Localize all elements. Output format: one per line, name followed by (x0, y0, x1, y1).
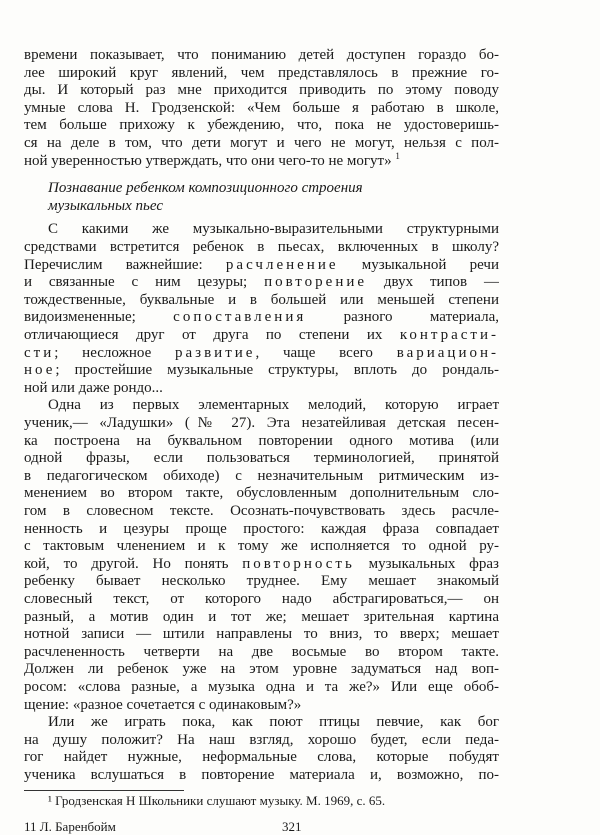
text-line (24, 152, 499, 170)
text-line: тождественные, буквальные и в большей или меньшей степени (24, 292, 499, 308)
spaced-term: контрасти- (399, 327, 499, 343)
page-number: 321 (282, 819, 302, 834)
text-line: времени показывает, что пониманию детей доступен гораздо бо- (24, 47, 499, 63)
spaced-term: повторность (242, 556, 355, 572)
text-line: гом в словесном тексте. Осознать-почувствовать здесь расчле- (24, 503, 499, 519)
text-line: ка построена на буквальном повторении одного мотива (или (24, 433, 499, 449)
text-line: ной или даже рондо... (24, 380, 163, 396)
text-line: щение: «разное сочетается с одинаковым?» (24, 697, 302, 713)
text-span: музыкальных фраз (354, 556, 499, 572)
text-line: словесный текст, от которого надо абстрагироваться,— он (24, 591, 499, 607)
text-line (24, 273, 499, 291)
spaced-term: повторение (264, 274, 368, 290)
text-line: ды. И который раз мне приходится приводить по этому поводу (24, 82, 499, 98)
text-line: гог найдет нужные, неформальные слова, которые побудят (24, 749, 499, 765)
text-line: расчлененность четверти на две восьмые во втором такте. (24, 644, 499, 660)
text-line: росом: «слова разные, а музыка одна и та же?» Или еще обоб- (24, 679, 499, 695)
text-line: Должен ли ребенок уже на этом уровне задуматься над воп- (24, 661, 499, 677)
text-line: разный, а мотив один и тот же; мешает зрительная картина (24, 609, 499, 625)
text-line (24, 256, 499, 274)
text-line (24, 308, 499, 326)
section-heading: Познавание ребенком композиционного строения (48, 180, 363, 196)
text-line: ребенку бывает несколько труднее. Ему мешает знакомый (24, 573, 499, 589)
text-line: нотной записи — штили направлены то вниз, то вверх; мешает (24, 626, 499, 642)
printer-signature: 11 Л. Баренбойм (24, 819, 116, 834)
text-span: ной уверенностью утверждать, что они чего-то не могут» (24, 153, 392, 169)
text-line: ненность и цезуры проще простого: каждая фраза совпадает (24, 521, 499, 537)
text-line: умные слова Н. Гродзенской: «Чем больше я работаю в школе, (24, 100, 499, 116)
footnote-marker: 1 (395, 152, 400, 161)
text-line: с тактовым членением и к тому же исполняется то одной ру- (24, 538, 499, 554)
text-line: Или же играть пока, как поют птицы певчие, как бог (48, 714, 499, 730)
text-span: видоизмененные; (24, 309, 174, 325)
spaced-term: ное (24, 362, 56, 378)
text-line: лее широкий круг явлений, чем представлялось в прежние го- (24, 65, 499, 81)
text-line: ся на деле в том, что дети могут и чего не могут, нельзя с пол- (24, 135, 499, 151)
text-span: Перечислим важнейшие: (24, 257, 226, 273)
text-span: , чаще всего (255, 345, 397, 361)
text-line: одной фразы, если пользоваться терминологией, принятой (24, 450, 499, 466)
text-span: ; несложное (54, 345, 176, 361)
section-heading: музыкальных пьес (48, 198, 164, 214)
text-line: тем больше прихожу к убеждению, что, пока не удостоверишь- (24, 117, 499, 133)
text-line: средствами встретится ребенок в пьесах, включенных в школу? (24, 239, 499, 255)
text-span: отличающиеся друг от друга по степени их (24, 327, 400, 343)
text-line (24, 361, 499, 379)
spaced-term: сопоставления (173, 309, 307, 325)
spaced-term: вариацион- (396, 345, 499, 361)
text-span: кой, то другой. Но понять (24, 556, 243, 572)
spaced-term: расчленение (225, 257, 339, 273)
text-span: двух типов — (367, 274, 499, 290)
text-span: музыкальной речи (338, 257, 499, 273)
spaced-term: развитие (175, 345, 256, 361)
text-line: С какими же музыкально-выразительными структурными (48, 221, 499, 237)
text-line: на душу положит? На наш взгляд, хорошо будет, если педа- (24, 732, 499, 748)
text-line: ученика вслушаться в повторение материала и, возможно, по- (24, 767, 499, 783)
text-line: ученик,— «Ладушки» (№ 27). Эта незатейливая детская песен- (24, 415, 499, 431)
text-line: Одна из первых элементарных мелодий, которую играет (48, 397, 499, 413)
footnote-rule (24, 790, 184, 791)
text-line (24, 326, 499, 344)
text-line: в педагогическом обиходе) с незначительным ритмическим из- (24, 468, 499, 484)
text-span: разного материала, (306, 309, 499, 325)
text-span: ; простейшие музыкальные структуры, вплоть до рондаль- (55, 362, 499, 378)
footnote: ¹ Гродзенская Н Школьники слушают музыку. М. 1969, с. 65. (48, 793, 386, 808)
text-line (24, 344, 499, 362)
text-span: и связанные с ним цезуры; (24, 274, 265, 290)
spaced-term: сти (24, 345, 55, 361)
text-line (24, 555, 499, 573)
text-line: менением во втором такте, обусловленным дополнительным сло- (24, 485, 499, 501)
